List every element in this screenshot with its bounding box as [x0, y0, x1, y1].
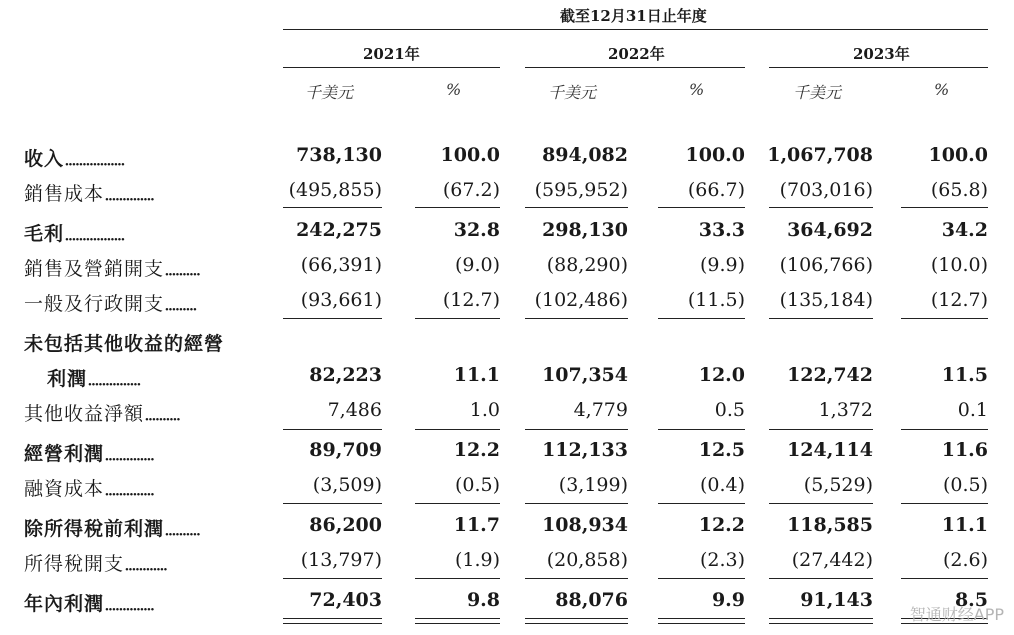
amount-cell: 298,130: [542, 219, 628, 241]
percent-cell: 12.0: [698, 364, 745, 386]
leader-dots: ．．．．．．．．．．．．．．: [104, 183, 163, 205]
amount-cell: 72,403: [309, 589, 382, 611]
row-label-text: 經營利潤: [24, 443, 105, 465]
amount-cell: (102,486): [534, 289, 628, 311]
percent-cell: (12.7): [930, 289, 988, 311]
rule: [525, 429, 628, 430]
percent-cell: (0.4): [699, 474, 745, 496]
percent-cell: 9.9: [711, 589, 745, 611]
row-label-text: 年內利潤: [24, 593, 105, 615]
amount-cell: 738,130: [296, 144, 382, 166]
double-rule: [658, 618, 745, 624]
percent-cell: 100.0: [928, 144, 988, 166]
percent-cell: (66.7): [687, 179, 745, 201]
row-label: [24, 589, 163, 616]
rule: [525, 503, 628, 504]
unit-pct-2023: %: [934, 80, 950, 99]
percent-cell: 8.5: [954, 589, 988, 611]
percent-cell: 0.1: [957, 399, 988, 421]
percent-cell: 12.2: [698, 514, 745, 536]
percent-cell: (9.9): [699, 254, 745, 276]
rule: [525, 318, 628, 319]
percent-cell: (0.5): [454, 474, 500, 496]
row-label: [24, 399, 189, 426]
amount-cell: 364,692: [787, 219, 873, 241]
rule: [901, 429, 988, 430]
row-label-text: 所得稅開支: [24, 553, 125, 575]
year-2022-header: 2022年: [608, 45, 665, 63]
rule: [769, 207, 873, 208]
percent-cell: (11.5): [687, 289, 745, 311]
percent-cell: (65.8): [930, 179, 988, 201]
row-label: [24, 549, 176, 576]
leader-dots: ．．．．．．．．．．．．．．: [104, 478, 163, 500]
row-label: [24, 179, 163, 206]
rule: [901, 578, 988, 579]
percent-cell: 32.8: [453, 219, 500, 241]
percent-cell: (10.0): [930, 254, 988, 276]
amount-cell: (135,184): [779, 289, 873, 311]
amount-cell: (106,766): [779, 254, 873, 276]
row-label-text: 融資成本: [24, 478, 105, 500]
rule: [283, 207, 382, 208]
leader-dots: ．．．．．．．．．: [164, 293, 206, 315]
amount-cell: 107,354: [542, 364, 628, 386]
rule: [658, 207, 745, 208]
percent-cell: (2.6): [942, 549, 988, 571]
rule: [283, 318, 382, 319]
leader-dots: ．．．．．．．．．．: [144, 403, 189, 425]
rule: [415, 429, 500, 430]
amount-cell: (93,661): [300, 289, 382, 311]
year-rule-2023: [769, 67, 988, 68]
header-rule: [283, 29, 988, 30]
year-rule-2022: [525, 67, 745, 68]
amount-cell: 108,934: [542, 514, 628, 536]
unit-amount-2021: 千美元: [305, 83, 354, 102]
amount-cell: 1,067,708: [767, 144, 873, 166]
row-label: [24, 474, 163, 501]
rule: [415, 578, 500, 579]
year-2021-header: 2021年: [363, 45, 420, 63]
amount-cell: (3,199): [558, 474, 628, 496]
leader-dots: ．．．．．．．．．．: [164, 518, 209, 540]
rule: [769, 578, 873, 579]
row-label: [24, 144, 133, 171]
amount-cell: (66,391): [300, 254, 382, 276]
percent-cell: (12.7): [442, 289, 500, 311]
rule: [658, 318, 745, 319]
percent-cell: 100.0: [685, 144, 745, 166]
row-label: [24, 329, 224, 356]
row-label-text: 銷售成本: [24, 183, 105, 205]
amount-cell: 88,076: [555, 589, 628, 611]
percent-cell: (67.2): [442, 179, 500, 201]
amount-cell: 82,223: [309, 364, 382, 386]
rule: [901, 318, 988, 319]
row-label-text: 利潤: [47, 368, 88, 390]
row-label: [24, 439, 163, 466]
percent-cell: (9.0): [454, 254, 500, 276]
percent-cell: (0.5): [942, 474, 988, 496]
unit-amount-2022: 千美元: [548, 83, 597, 102]
leader-dots: ．．．．．．．．．．．．．．: [104, 443, 163, 465]
amount-cell: 7,486: [327, 399, 382, 421]
rule: [901, 207, 988, 208]
amount-cell: 1,372: [818, 399, 873, 421]
double-rule: [283, 618, 382, 624]
row-label-text: 收入: [24, 148, 65, 170]
rule: [769, 503, 873, 504]
row-label: [24, 514, 209, 541]
percent-cell: (1.9): [454, 549, 500, 571]
rule: [658, 503, 745, 504]
row-label-text: 除所得稅前利潤: [24, 518, 165, 540]
rule: [525, 578, 628, 579]
rule: [769, 429, 873, 430]
year-2023-header: 2023年: [853, 45, 910, 63]
rule: [769, 318, 873, 319]
amount-cell: (20,858): [546, 549, 628, 571]
row-label-text: 未包括其他收益的經營: [24, 333, 225, 355]
leader-dots: ．．．．．．．．．．．．．．: [104, 593, 163, 615]
row-label: [24, 289, 205, 316]
row-label: [24, 219, 133, 246]
amount-cell: 122,742: [787, 364, 873, 386]
period-header: 截至12月31日止年度: [560, 7, 707, 25]
leader-dots: ．．．．．．．．．．: [164, 258, 209, 280]
percent-cell: 0.5: [714, 399, 745, 421]
watermark: 智通财经APP: [909, 605, 1004, 624]
row-label: [24, 254, 209, 281]
amount-cell: (5,529): [803, 474, 873, 496]
rule: [658, 578, 745, 579]
unit-amount-2023: 千美元: [793, 83, 842, 102]
rule: [415, 503, 500, 504]
rule: [658, 429, 745, 430]
leader-dots: ．．．．．．．．．．．．: [124, 553, 176, 575]
percent-cell: 11.7: [453, 514, 500, 536]
double-rule: [415, 618, 500, 624]
amount-cell: 86,200: [309, 514, 382, 536]
unit-pct-2021: %: [446, 80, 462, 99]
amount-cell: (3,509): [312, 474, 382, 496]
percent-cell: 11.5: [941, 364, 988, 386]
leader-dots: ．．．．．．．．．．．．．．．．．: [64, 148, 134, 170]
amount-cell: 91,143: [800, 589, 873, 611]
percent-cell: 33.3: [698, 219, 745, 241]
rule: [901, 503, 988, 504]
percent-cell: 34.2: [941, 219, 988, 241]
rule: [283, 503, 382, 504]
amount-cell: 124,114: [787, 439, 873, 461]
unit-pct-2022: %: [689, 80, 705, 99]
percent-cell: 12.2: [453, 439, 500, 461]
leader-dots: ．．．．．．．．．．．．．．．: [87, 368, 150, 390]
percent-cell: 100.0: [440, 144, 500, 166]
row-label-text: 一般及行政開支: [24, 293, 165, 315]
rule: [283, 578, 382, 579]
row-label: [47, 364, 149, 391]
amount-cell: 894,082: [542, 144, 628, 166]
leader-dots: ．．．．．．．．．．．．．．．．．: [64, 223, 134, 245]
row-label-text: 其他收益淨額: [24, 403, 145, 425]
amount-cell: 4,779: [573, 399, 628, 421]
row-label-text: 毛利: [24, 223, 65, 245]
rule: [415, 318, 500, 319]
amount-cell: 89,709: [309, 439, 382, 461]
percent-cell: 1.0: [469, 399, 500, 421]
rule: [525, 207, 628, 208]
row-label-text: 銷售及營銷開支: [24, 258, 165, 280]
amount-cell: 112,133: [542, 439, 628, 461]
rule: [283, 429, 382, 430]
amount-cell: (13,797): [300, 549, 382, 571]
amount-cell: (27,442): [791, 549, 873, 571]
amount-cell: (595,952): [534, 179, 628, 201]
percent-cell: 11.1: [453, 364, 500, 386]
percent-cell: 12.5: [698, 439, 745, 461]
percent-cell: 9.8: [466, 589, 500, 611]
amount-cell: (495,855): [288, 179, 382, 201]
double-rule: [525, 618, 628, 624]
amount-cell: (88,290): [546, 254, 628, 276]
percent-cell: 11.6: [941, 439, 988, 461]
rule: [415, 207, 500, 208]
amount-cell: 242,275: [296, 219, 382, 241]
percent-cell: 11.1: [941, 514, 988, 536]
percent-cell: (2.3): [699, 549, 745, 571]
amount-cell: 118,585: [787, 514, 873, 536]
amount-cell: (703,016): [779, 179, 873, 201]
year-rule-2021: [283, 67, 500, 68]
double-rule: [769, 618, 873, 624]
